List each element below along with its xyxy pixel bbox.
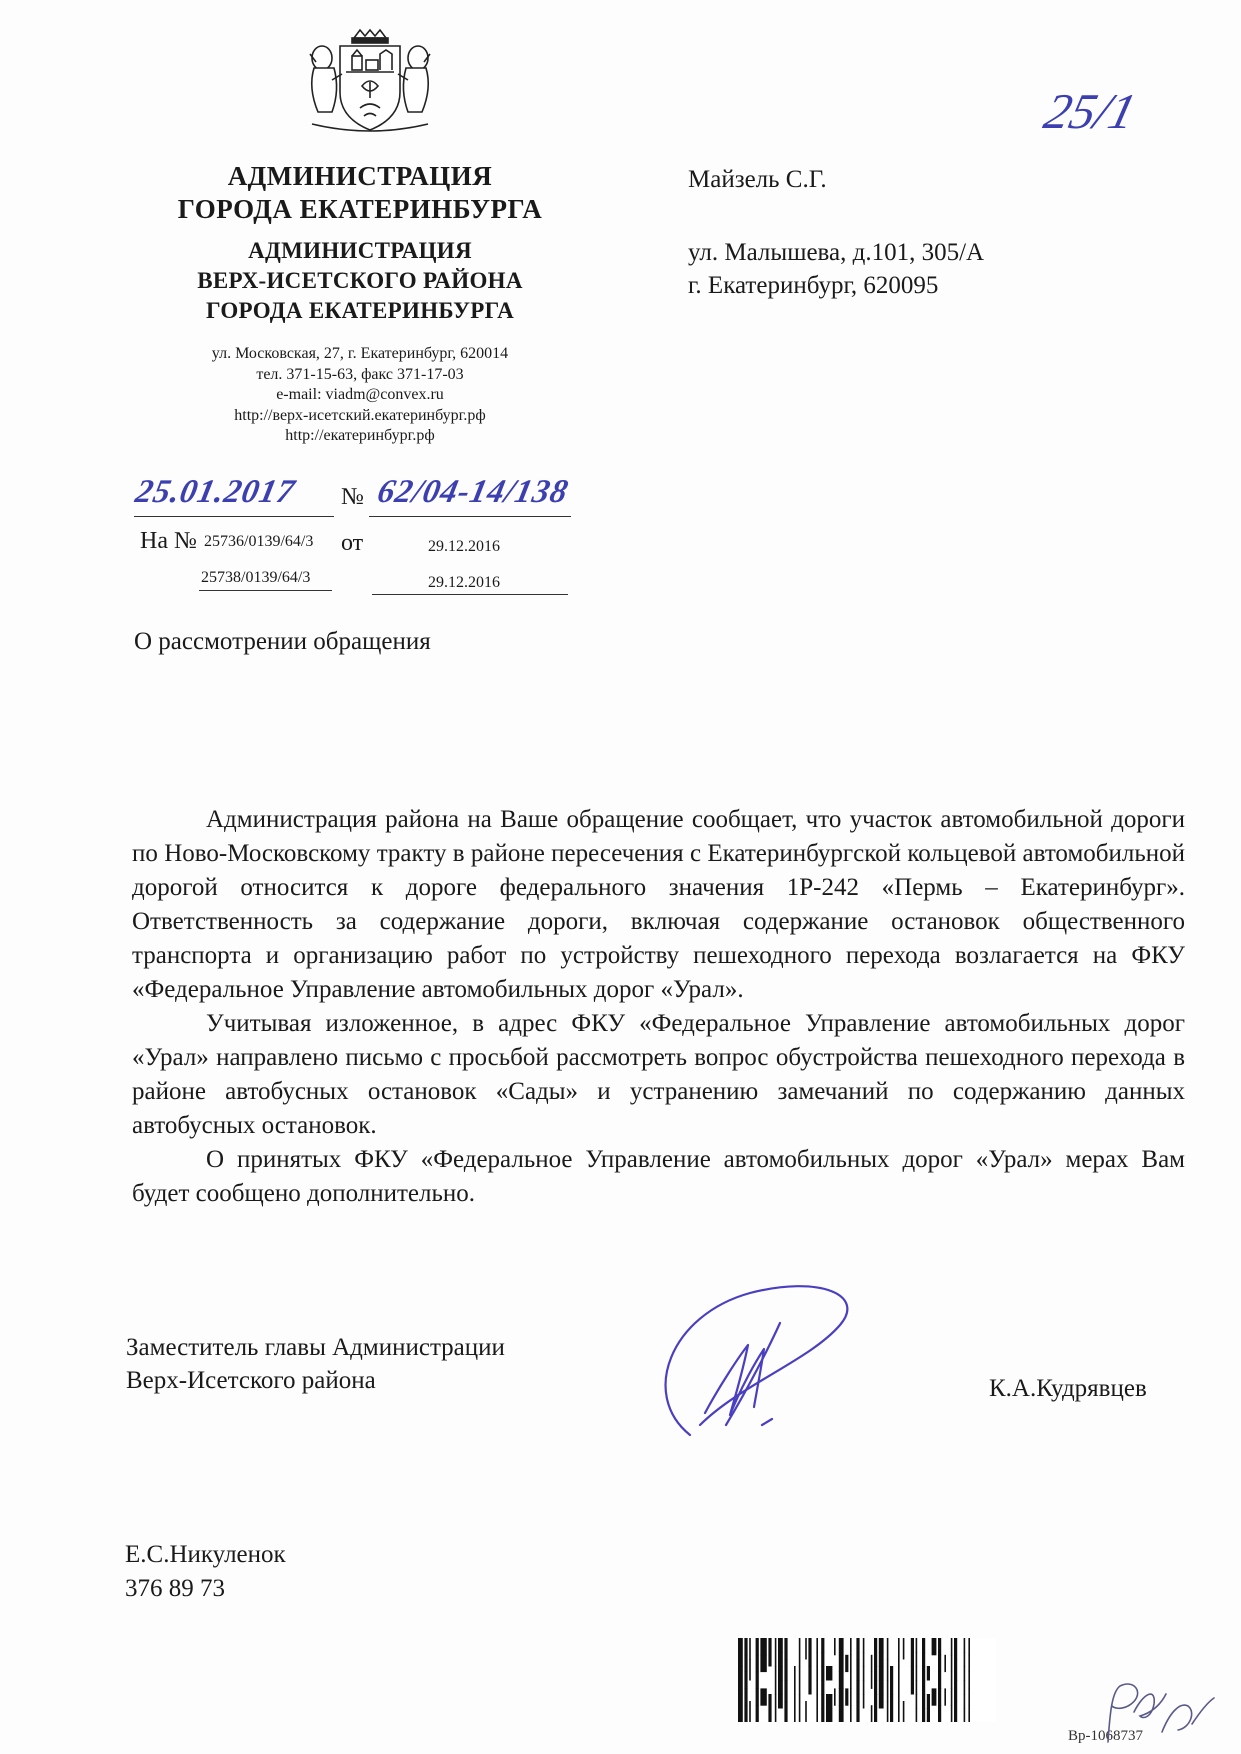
barcode-bar [964, 1694, 966, 1709]
barcode-bar [874, 1694, 877, 1722]
barcode-bar [911, 1666, 914, 1695]
barcode-bar [821, 1652, 824, 1667]
barcode-bar [738, 1666, 743, 1695]
barcode-bar [968, 1638, 970, 1655]
handwritten-date: 25.01.2017 [132, 474, 299, 510]
addressee-city: г. Екатеринбург, 620095 [688, 272, 939, 299]
barcode-bar [890, 1666, 893, 1695]
reference-number-1: 25736/0139/64/3 [204, 533, 314, 550]
barcode-bar [932, 1688, 937, 1705]
body-paragraph-2: Учитывая изложенное, в адрес ФКУ «Федеральное Управление автомобильных дорог «Урал» направлено письмо с просьбой рассмотреть вопрос обустройства пешеходного перехода в районе автобусных остановок «Сады» и устранению замечаний по содержанию данных автобусных остановок. [132, 1010, 1185, 1139]
barcode-bar [850, 1688, 852, 1705]
barcode-bar [903, 1638, 905, 1660]
barcode-bar [911, 1638, 914, 1667]
barcode-bar [821, 1680, 824, 1695]
barcode-bar [903, 1701, 905, 1722]
contacts-block [150, 344, 570, 447]
barcode-bar [845, 1655, 848, 1672]
barcode-bar [744, 1655, 747, 1672]
reference-prefix: На № [140, 528, 197, 554]
barcode-bar [839, 1688, 844, 1705]
executor-phone: 376 89 73 [125, 1575, 225, 1602]
barcode-bar [799, 1666, 801, 1695]
barcode-bar [968, 1705, 970, 1722]
handwritten-initials-icon [1100, 1672, 1220, 1746]
barcode-bar [778, 1652, 783, 1667]
barcode-bar [826, 1708, 832, 1722]
barcode-bar [805, 1638, 807, 1660]
barcode-bar [775, 1694, 777, 1722]
barcode-bar [839, 1705, 844, 1722]
barcode-bar [834, 1688, 836, 1705]
barcode-bar [756, 1655, 759, 1672]
number-sign: № [341, 484, 364, 510]
reference-ot-label: от [341, 530, 364, 556]
barcode-bar [898, 1666, 900, 1695]
barcode-bar [834, 1638, 836, 1655]
barcode-bar [756, 1688, 759, 1705]
barcode-bar [775, 1666, 777, 1695]
barcode-bar [749, 1701, 751, 1722]
barcode-bar [784, 1701, 787, 1722]
signatory-title-line-1: Заместитель главы Администрации [126, 1334, 505, 1361]
barcode-bar [799, 1638, 801, 1667]
barcode-bar [916, 1652, 918, 1667]
barcode-bar [744, 1688, 747, 1705]
barcode-bar [871, 1655, 873, 1672]
barcode-bar [756, 1672, 759, 1689]
barcode-bar [938, 1655, 941, 1672]
barcode-bar [808, 1638, 811, 1667]
barcode-bar [816, 1638, 818, 1653]
contact-phone: тел. 371-15-63, факс 371-17-03 [256, 365, 464, 383]
contact-address: ул. Московская, 27, г. Екатеринбург, 620014 [211, 345, 509, 362]
barcode-bar [964, 1666, 966, 1681]
barcode-bar [927, 1666, 930, 1681]
barcode-bar [850, 1672, 852, 1689]
barcode-bar [916, 1708, 918, 1722]
barcode-bar [744, 1638, 747, 1655]
barcode-bar [816, 1680, 818, 1695]
barcode-bar [816, 1666, 818, 1681]
barcode-bar [879, 1666, 884, 1681]
city-admin-title [150, 160, 570, 226]
signatory-name: К.А.Кудрявцев [989, 1375, 1147, 1402]
barcode-bar [964, 1638, 966, 1653]
barcode-bar [874, 1638, 877, 1667]
barcode-bar [863, 1638, 865, 1653]
barcode-bar [756, 1705, 759, 1722]
barcode-bar [816, 1694, 818, 1709]
barcode-bar [916, 1666, 918, 1681]
barcode-bar [922, 1694, 925, 1709]
barcode-bar [964, 1680, 966, 1695]
barcode-bar [922, 1666, 925, 1681]
barcode-bar [805, 1701, 807, 1722]
barcode-bar [744, 1672, 747, 1689]
signatory-title-line-2: Верх-Исетского района [126, 1367, 376, 1394]
barcode-bar [856, 1659, 859, 1681]
contact-site-1: http://верх-исетский.екатеринбург.рф [234, 406, 486, 424]
reference-number-underline [199, 590, 332, 591]
barcode-bar [954, 1659, 957, 1681]
contact-email: e-mail: viadm@convex.ru [276, 386, 444, 403]
barcode-bar [938, 1705, 941, 1722]
district-admin-title [150, 236, 570, 326]
barcode-bar [964, 1708, 966, 1722]
barcode-bar [784, 1638, 787, 1660]
barcode-bar [863, 1652, 865, 1667]
barcode-bar [808, 1666, 811, 1695]
barcode-bar [938, 1638, 941, 1655]
handwritten-signature-icon [630, 1275, 870, 1455]
letter-subject: О рассмотрении обращения [134, 628, 431, 655]
addressee-street: ул. Малышева, д.101, 305/А [688, 239, 985, 266]
barcode-bar [760, 1688, 766, 1705]
barcode-bar [778, 1694, 783, 1709]
barcode-bar [938, 1672, 941, 1689]
barcode-bar [839, 1655, 844, 1672]
barcode-bar [826, 1666, 832, 1681]
barcode-bar [951, 1705, 953, 1722]
district-line-2: ВЕРХ-ИСЕТСКОГО РАЙОНА [197, 268, 523, 293]
registration-code: Вр-1068737 [1068, 1728, 1143, 1744]
barcode-bar [954, 1701, 957, 1722]
barcode-bar [863, 1666, 865, 1681]
barcode-bar [756, 1638, 759, 1655]
barcode-bar [816, 1652, 818, 1667]
barcode-bar [951, 1688, 953, 1705]
barcode-bar [879, 1638, 884, 1653]
barcode-bar [850, 1655, 852, 1672]
city-admin-line-1: АДМИНИСТРАЦИЯ [227, 161, 493, 191]
reference-label [140, 528, 197, 555]
addressee-name: Майзель С.Г. [688, 166, 827, 193]
barcode-bar [944, 1688, 946, 1705]
barcode-bar [898, 1694, 900, 1722]
barcode-bar [738, 1694, 743, 1722]
barcode-bar [890, 1694, 893, 1722]
barcode-bar [794, 1666, 796, 1695]
district-line-1: АДМИНИСТРАЦИЯ [248, 238, 472, 263]
barcode-bar [898, 1638, 900, 1667]
barcode-bar [887, 1680, 889, 1702]
barcode-bar [845, 1688, 848, 1705]
contact-site-2: http://екатеринбург.рф [285, 427, 435, 444]
barcode-bar [856, 1680, 859, 1702]
reference-date-2: 29.12.2016 [428, 574, 500, 591]
barcode-bar [760, 1638, 766, 1655]
barcode-bar [749, 1638, 751, 1660]
barcode-bar [784, 1659, 787, 1681]
barcode-bar [968, 1688, 970, 1705]
barcode-bar [871, 1705, 873, 1722]
barcode-bar [863, 1680, 865, 1695]
barcode-bar [887, 1659, 889, 1681]
barcode-bar [744, 1705, 747, 1722]
barcode-bar [879, 1680, 884, 1695]
barcode-bar [954, 1680, 957, 1702]
barcode-bar [821, 1694, 824, 1709]
barcode-bar [932, 1638, 937, 1655]
barcode-bar [887, 1701, 889, 1722]
barcode-bar [879, 1694, 884, 1709]
barcode-bar [927, 1694, 930, 1709]
barcode-bar [863, 1694, 865, 1709]
barcode-bar [856, 1701, 859, 1722]
barcode-bar [968, 1655, 970, 1672]
district-line-3: ГОРОДА ЕКАТЕРИНБУРГА [206, 298, 514, 323]
barcode-bar [951, 1638, 953, 1655]
barcode-bar [839, 1672, 844, 1689]
reference-number-2: 25738/0139/64/3 [201, 569, 311, 586]
barcode-bar [922, 1680, 925, 1695]
barcode-icon [738, 1638, 996, 1722]
barcode-bar [922, 1652, 925, 1667]
barcode-bar [874, 1666, 877, 1695]
executor-block [125, 1538, 286, 1606]
barcode-bar [821, 1708, 824, 1722]
barcode-bar [778, 1666, 783, 1681]
barcode-bar [927, 1708, 930, 1722]
barcode-bar [944, 1655, 946, 1672]
barcode-bar [887, 1638, 889, 1660]
city-admin-line-2: ГОРОДА ЕКАТЕРИНБУРГА [177, 194, 543, 224]
barcode-bar [954, 1638, 957, 1660]
barcode-bar [749, 1659, 751, 1681]
barcode-bar [968, 1672, 970, 1689]
barcode-bar [951, 1655, 953, 1672]
reference-date-underline [372, 594, 568, 595]
handwritten-outgoing-number: 62/04-14/138 [374, 474, 572, 510]
barcode-bar [839, 1638, 844, 1655]
barcode-bar [850, 1638, 852, 1655]
city-coat-of-arms-icon [302, 28, 438, 136]
barcode-bar [821, 1638, 824, 1653]
barcode-bar [916, 1694, 918, 1709]
signatory-title [126, 1331, 505, 1397]
barcode-bar [784, 1680, 787, 1702]
barcode-bar [916, 1680, 918, 1695]
barcode-bar [738, 1638, 743, 1667]
barcode-bar [922, 1638, 925, 1653]
barcode-bar [794, 1694, 796, 1722]
reference-date-1: 29.12.2016 [428, 538, 500, 555]
barcode-bar [856, 1638, 859, 1660]
barcode-bar [768, 1694, 771, 1722]
barcode-bar [916, 1638, 918, 1653]
barcode-bar [938, 1688, 941, 1705]
handwritten-corner-mark: 25/1 [1039, 83, 1142, 139]
barcode-bar [768, 1638, 771, 1667]
barcode-bar [821, 1666, 824, 1681]
barcode-bar [871, 1672, 873, 1689]
barcode-bar [775, 1638, 777, 1667]
barcode-bar [964, 1652, 966, 1667]
barcode-bar [826, 1694, 832, 1709]
barcode-bar [850, 1705, 852, 1722]
date-underline [134, 516, 334, 517]
barcode-bar [922, 1708, 925, 1722]
number-underline [369, 516, 571, 517]
barcode-bar [778, 1680, 783, 1695]
body-paragraph-1: Администрация района на Ваше обращение сообщает, что участок автомобильной дороги по Ново-Московскому тракту в районе пересечения с Екатеринбургской кольцевой автомобильной дорогой относится к дороге федерального значения 1Р-242 «Пермь – Екатеринбург». Ответственность за содержание дороги, включая содержание остановок общественного транспорта и организацию работ по устройству пешеходного перехода возлагается на ФКУ «Федеральное Управление автомобильных дорог «Урал». [132, 806, 1185, 1003]
barcode-bar [879, 1652, 884, 1667]
barcode-bar [760, 1655, 766, 1672]
body-paragraph-3: О принятых ФКУ «Федеральное Управление автомобильных дорог «Урал» мерах Вам будет сообщено дополнительно. [132, 1146, 1185, 1207]
barcode-bar [951, 1672, 953, 1689]
barcode-bar [816, 1708, 818, 1722]
barcode-bar [799, 1694, 801, 1722]
letter-body [132, 803, 1185, 1211]
executor-name: Е.С.Никуленок [125, 1541, 286, 1568]
barcode-bar [778, 1638, 783, 1653]
